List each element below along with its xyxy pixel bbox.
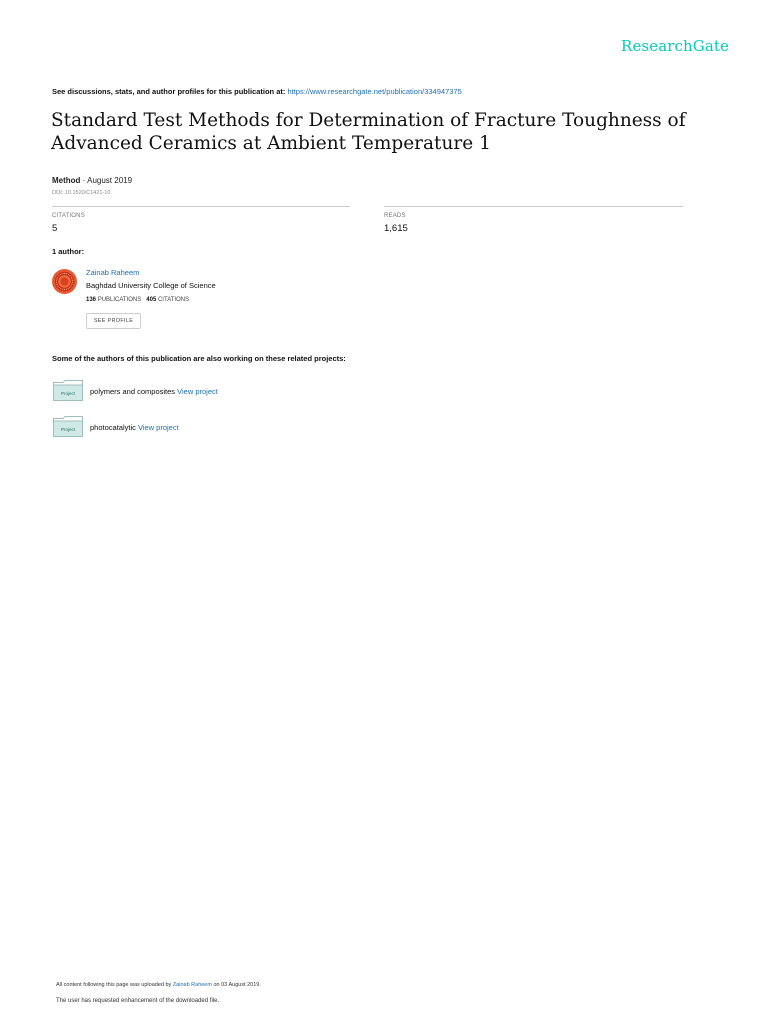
reads-count: 1,615: [384, 223, 408, 234]
discussion-note-text: See discussions, stats, and author profiles for this publication at:: [52, 87, 288, 96]
author-stats: [86, 297, 189, 303]
project-name: polymers and composites: [90, 387, 176, 396]
project-icon-label: Project: [60, 391, 76, 396]
upload-note-prefix: All content following this page was uploaded by: [56, 982, 173, 988]
publication-date: August 2019: [87, 176, 133, 185]
publication-url-link[interactable]: https://www.researchgate.net/publication/334947375: [287, 87, 462, 96]
project-icon-label: Project: [60, 427, 76, 432]
publication-doi: DOI: 10.1520/C1421-10: [52, 190, 111, 196]
reads-divider: [384, 206, 683, 207]
citations-label: CITATIONS: [52, 213, 85, 219]
related-projects-heading: Some of the authors of this publication are also working on these related projects:: [52, 354, 346, 363]
author-name-link[interactable]: Zainab Raheem: [86, 268, 140, 277]
researchgate-logo[interactable]: ResearchGate: [621, 37, 729, 55]
author-publications-count: 136: [86, 297, 97, 303]
upload-note: [56, 982, 261, 988]
author-citations-label: CITATIONS: [157, 297, 190, 303]
project-name: photocatalytic: [90, 423, 136, 432]
reads-label: READS: [384, 213, 406, 219]
citations-count: 5: [52, 223, 58, 234]
author-citations-count: 405: [146, 297, 157, 303]
view-project-link[interactable]: View project: [177, 387, 218, 396]
author-avatar[interactable]: [52, 269, 77, 294]
publication-type: Method: [52, 176, 81, 185]
upload-note-suffix: on 03 August 2019.: [211, 982, 261, 988]
meta-separator: ·: [80, 176, 88, 185]
discussion-note: [52, 87, 462, 96]
citations-divider: [52, 206, 350, 207]
author-institution: Baghdad University College of Science: [86, 281, 216, 290]
author-publications-label: PUBLICATIONS: [97, 297, 142, 303]
see-profile-button[interactable]: SEE PROFILE: [86, 313, 141, 329]
project-folder-icon: [53, 380, 83, 401]
publication-meta: [52, 176, 132, 185]
project-folder-icon: [53, 416, 83, 437]
authors-heading: 1 author:: [52, 247, 85, 256]
publication-title: Standard Test Methods for Determination of Fracture Toughness of Advanced Ceramics at Ambient Temperature 1: [51, 110, 686, 154]
uploader-link[interactable]: Zainab Raheem: [172, 982, 212, 988]
project-item: [90, 387, 218, 396]
enhancement-note: The user has requested enhancement of the downloaded file.: [56, 998, 220, 1004]
project-item: [90, 423, 179, 432]
view-project-link[interactable]: View project: [137, 423, 179, 432]
